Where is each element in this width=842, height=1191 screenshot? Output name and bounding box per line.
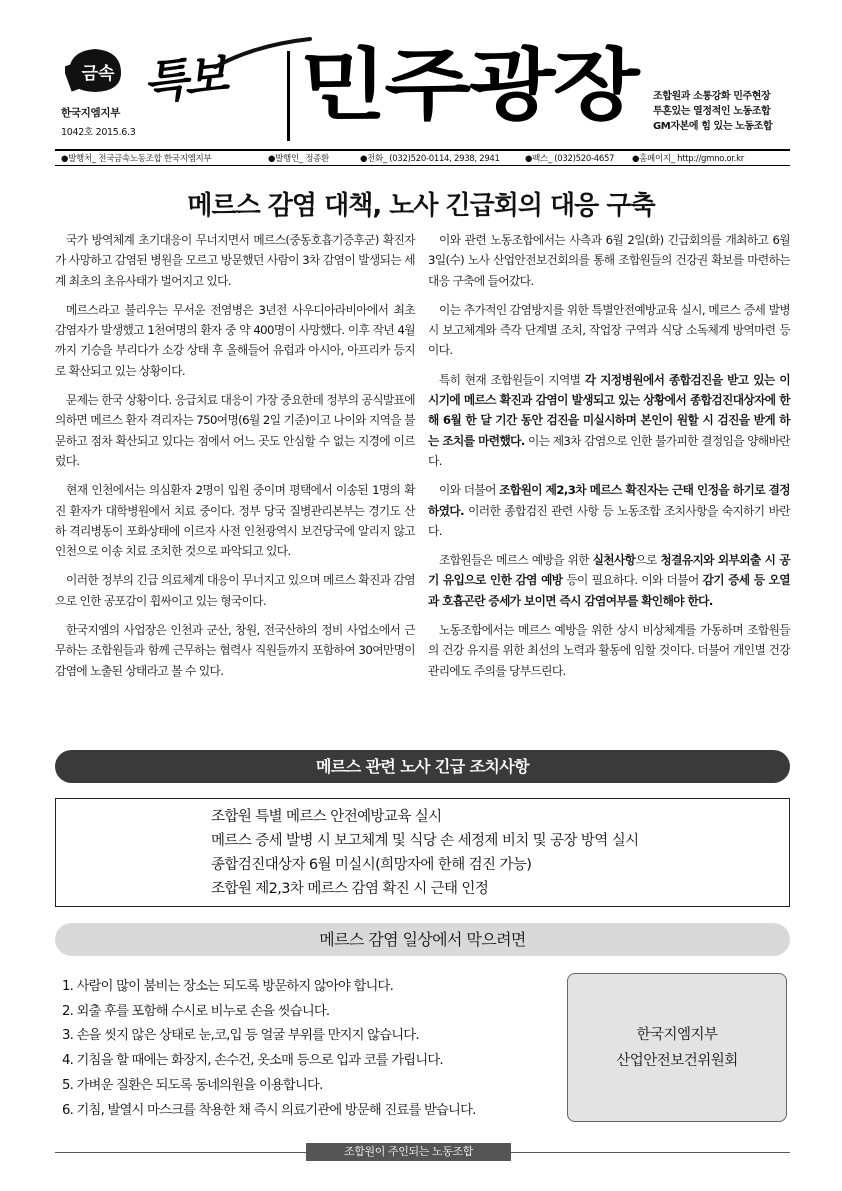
measure-item: 조합원 제2,3차 메르스 감염 확진 시 근태 인정 (211, 881, 489, 897)
paragraph: 한국지엠의 사업장은 인천과 군산, 창원, 전국산하의 정비 사업소에서 근무하는 조합원들과 함께 근무하는 협력사 직원들까지 포함하여 30여만명이 감염에 노출된 상태라고 볼 수 있다. (55, 623, 415, 678)
prevention-tips (62, 975, 476, 1123)
prevention-banner: 메르스 감염 일상에서 막으려면 (55, 923, 790, 956)
measures-list (55, 798, 790, 907)
issuer: ●발행인_ 정종환 (268, 154, 329, 164)
text-span: 이러한 종합검진 관련 사항 등 노동조합 조치사항을 숙지하기 바란다. (428, 503, 790, 538)
publisher-bar (55, 149, 790, 166)
homepage-link[interactable]: ●홈페이지_ http://gmno.or.kr (632, 154, 744, 164)
article-right-column (428, 230, 790, 690)
measure-item: 메르스 증세 발병 시 보고체계 및 식당 손 세정제 비치 및 공장 방역 실시 (211, 833, 639, 849)
text-span: 등이 필요하다. 이와 더불어 (562, 573, 703, 588)
emphasis-text: 청결유지와 외부외출 시 공기 유입으로 인한 감염 예방 (428, 553, 791, 588)
paragraph: 이는 추가적인 감염방지를 위한 특별안전예방교육 실시, 메르스 증세 발병 시 보고체계와 즉각 단계별 조치, 작업장 구역과 식당 소독체계 방역마련 등이다. (428, 302, 790, 358)
union-name: 한국지엠지부 (61, 107, 121, 119)
text-span: 조합원들은 메르스 예방을 위한 (439, 553, 593, 568)
phone: ●전화_ (032)520-0114, 2938, 2941 (360, 154, 500, 164)
paragraph: 이와 관련 노동조합에서는 사측과 6월 2일(화) 긴급회의를 개최하고 6월 3일(수) 노사 산업안전보건회의를 통해 조합원들의 건강권 확보를 마련하는 대응 구축에 들어갔다. (428, 233, 790, 288)
masthead (55, 35, 790, 147)
text-span: 특히 현재 조합원들이 지역별 (439, 372, 585, 387)
paragraph (428, 550, 790, 611)
paragraph: 메르스라고 불리우는 무서운 전염병은 3년전 사우디아라비아에서 최초 감염자가 발생했고 1천여명의 환자 중 약 400명이 사망했다. 이후 작년 4월까지 기승을 부리다가 소강 상태 후 올해들어 유럽과 아시아, 아프리카 등지로 확산되고 있는 상황이다. (55, 302, 415, 378)
emphasis-text: 각 지정병원에서 종합검진을 받고 있는 이 시기에 메르스 확진과 감염이 발생되고 있는 상황에서 종합검진대상자에 한해 6월 한 달 기간 동안 검진을 미실시하며 본인이 원할 시 검진을 받게 하는 조치를 마련했다. (428, 372, 791, 448)
text-span: 으로 (635, 553, 661, 568)
emphasis-text: 실천사항 (592, 553, 636, 568)
fax: ●팩스_ (032)520-4657 (525, 154, 615, 164)
slogan-2: 투혼있는 열정적인 노동조합 (653, 106, 771, 117)
masthead-title-box (287, 41, 639, 141)
footer-slogan: 조합원이 주인되는 노동조합 (306, 1143, 511, 1161)
publisher: ●발행처_ 전국금속노동조합 한국지엠지부 (61, 154, 212, 164)
text-span: 이와 더불어 (439, 483, 500, 498)
issuing-committee-box (567, 973, 787, 1122)
paragraph: 현재 인천에서는 의심환자 2명이 입원 중이며 평택에서 이송된 1명의 확진 환자가 대학병원에서 치료 중이다. 정부 당국 질병관리본부는 경기도 산하 격리병동이 포화상태에 이르자 사전 인천광역시 보건당국에 알리지 않고 인천으로 이송 치료 조치한 것으로 파악되고 있다. (55, 483, 415, 559)
measure-item: 종합검진대상자 6월 미실시(희망자에 한해 검진 가능) (211, 857, 532, 873)
emphasis-text: 감기 증세 등 오열과 호흡곤란 증세가 보이면 즉시 감염여부를 확인해야 한다. (428, 573, 790, 608)
slogans (653, 89, 772, 134)
tip-item: 1. 사람이 많이 붐비는 장소는 되도록 방문하지 않아야 합니다. (62, 979, 394, 994)
slogan-1: 조합원과 소통강화 민주현장 (653, 91, 771, 102)
paragraph: 노동조합에서는 메르스 예방을 위한 상시 비상체계를 가동하며 조합원들의 건강 유지를 위한 최선의 노력과 활동에 임할 것이다. 더불어 개인별 건강 관리에도 주의를 당부드린다. (428, 623, 790, 678)
tip-item: 6. 기침, 발열시 마스크를 착용한 채 즉시 의료기관에 방문해 진료를 받습니다. (62, 1102, 476, 1118)
tip-item: 2. 외출 후를 포함해 수시로 비누로 손을 씻습니다. (62, 1003, 330, 1019)
org-name: 한국지엠지부 (636, 1027, 718, 1043)
paragraph: 이러한 정부의 긴급 의료체계 대응이 무너지고 있으며 메르스 확진과 감염으로 인한 공포감이 휩싸이고 있는 형국이다. (55, 573, 415, 608)
issue-info: 1042호 2015.6.3 (61, 127, 136, 138)
tip-item: 3. 손을 씻지 않은 상태로 눈,코,입 등 얼굴 부위를 만지지 않습니다. (62, 1028, 419, 1044)
masthead-title: 민주광장 (300, 41, 638, 131)
slogan-3: GM자본에 힘 있는 노동조합 (653, 121, 773, 132)
logo-text: 금속 (81, 64, 115, 84)
tip-item: 4. 기침을 할 때에는 화장지, 손수건, 옷소매 등으로 입과 코를 가립니다. (62, 1053, 443, 1069)
measures-banner: 메르스 관련 노사 긴급 조치사항 (55, 750, 790, 783)
committee-name: 산업안전보건위원회 (616, 1053, 738, 1069)
paragraph: 국가 방역체계 초기대응이 무너지면서 메르스(중동호흡기증후군) 확진자가 사망하고 감염된 병원을 모르고 방문했던 사람이 3차 감염이 발생되는 세계 최초의 초유사태가 벌어지고 있다. (55, 233, 415, 288)
text-span: 이는 제3차 감염으로 인한 불가피한 결정임을 양해바란다. (428, 433, 790, 468)
special-mark: 특보 (140, 47, 227, 111)
union-logo (65, 45, 125, 95)
paragraph (428, 480, 790, 541)
paragraph (428, 370, 790, 471)
measure-item: 조합원 특별 메르스 안전예방교육 실시 (211, 809, 442, 825)
tip-item: 5. 가벼운 질환은 되도록 동네의원을 이용합니다. (62, 1077, 323, 1093)
emphasis-text: 조합원이 제2,3차 메르스 확진자는 근태 인정을 하기로 결정하였다. (428, 483, 790, 518)
paragraph: 문제는 한국 상황이다. 응급치료 대응이 가장 중요한데 정부의 공식발표에 의하면 메르스 환자 격리자는 750여명(6월 2일 기준)이고 나이와 지역을 불문하고 점차 확산되고 있다는 점에서 어느 곳도 안심할 수 없는 지경에 이르렀다. (55, 393, 415, 468)
article-left-column (55, 230, 415, 690)
headline: 메르스 감염 대책, 노사 긴급회의 대응 구축 (187, 191, 655, 221)
